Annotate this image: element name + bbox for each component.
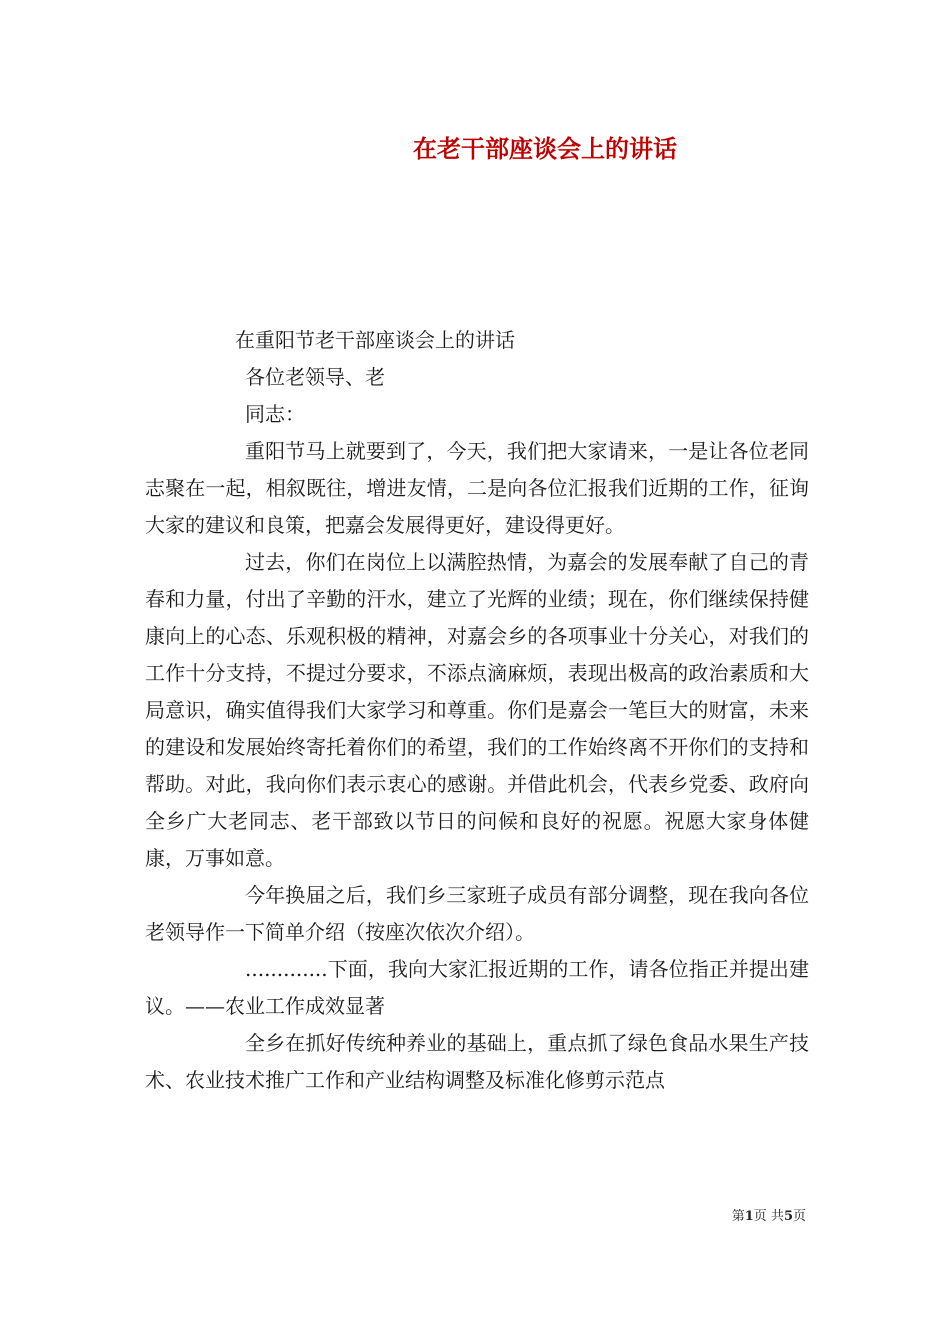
paragraph-2: 过去，你们在岗位上以满腔热情，为嘉会的发展奉献了自己的青春和力量，付出了辛勤的汗水，建立了光辉的业绩；现在，你们继续保持健康向上的心态、乐观积极的精神，对嘉会乡的各项事业十分关心，对我们的工作十分支持，不提过分要求，不添点滴麻烦，表现出极高的政治素质和大局意识，确实值得我们大家学习和尊重。你们是嘉会一笔巨大的财富，未来的建设和发展始终寄托着你们的希望，我们的工作始终离不开你们的支持和帮助。对此，我向你们表示衷心的感谢。并借此机会，代表乡党委、政府向全乡广大老同志、老干部致以节日的问候和良好的祝愿。祝愿大家身体健康，万事如意。 xyxy=(145,550,809,870)
paragraph-1: 重阳节马上就要到了，今天，我们把大家请来，一是让各位老同志聚在一起，相叙既往，增进友情，二是向各位汇报我们近期的工作，征询大家的建议和良策，把嘉会发展得更好，建设得更好。 xyxy=(145,439,809,537)
document-body xyxy=(145,322,809,1099)
footer-total-pages: 5 xyxy=(783,1209,793,1224)
page-footer xyxy=(732,1208,806,1226)
footer-suffix: 页 xyxy=(792,1209,806,1224)
speech-subtitle: 在重阳节老干部座谈会上的讲话 xyxy=(235,328,515,352)
paragraph-3: 今年换届之后，我们乡三家班子成员有部分调整，现在我向各位老领导作一下简单介绍（按座次依次介绍）。 xyxy=(145,883,809,944)
footer-page-number: 1 xyxy=(744,1209,754,1224)
paragraph-5: 全乡在抓好传统种养业的基础上，重点抓了绿色食品水果生产技术、农业技术推广工作和产业结构调整及标准化修剪示范点 xyxy=(145,1031,809,1092)
document-title: 在老干部座谈会上的讲话 xyxy=(413,134,677,163)
salutation-line-2: 同志： xyxy=(245,402,305,426)
footer-middle: 页 共 xyxy=(753,1209,784,1224)
footer-prefix: 第 xyxy=(731,1209,745,1224)
salutation-line-1: 各位老领导、老 xyxy=(245,365,385,389)
paragraph-4: .............下面，我向大家汇报近期的工作，请各位指正并提出建议。——农业工作成效显著 xyxy=(145,957,809,1018)
